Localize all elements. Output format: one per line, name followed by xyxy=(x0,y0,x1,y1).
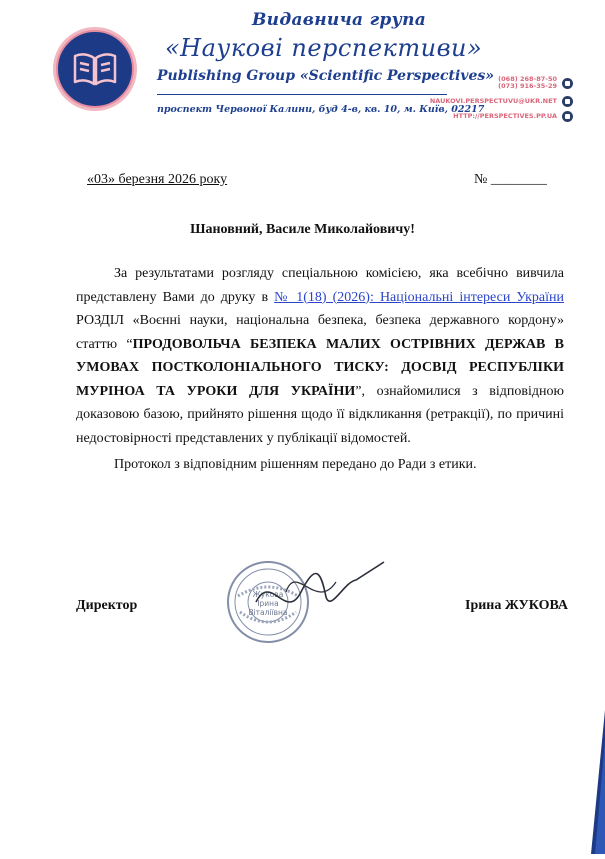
page-corner-decoration xyxy=(591,710,605,859)
svg-text:Віталіївна: Віталіївна xyxy=(248,608,288,617)
publisher-english: Publishing Group «Scientific Perspectives» xyxy=(157,68,495,84)
paragraph-2: Протокол з відповідним рішенням передано до Ради з етики. xyxy=(114,457,477,472)
issue-link[interactable]: № 1(18) (2026): Національні інтереси України xyxy=(274,289,564,305)
svg-text:Жукова: Жукова xyxy=(252,590,284,599)
letter-date: «03» березня 2026 року xyxy=(87,172,228,187)
salutation: Шановний, Василе Миколайовичу! xyxy=(190,222,415,237)
phone-2: (073) 916-35-29 xyxy=(498,82,557,90)
letterhead xyxy=(0,0,605,140)
signer-role: Директор xyxy=(76,598,138,613)
header-divider xyxy=(157,94,447,95)
contacts-block xyxy=(430,72,573,124)
svg-text:Ірина: Ірина xyxy=(257,599,279,608)
publisher-address: проспект Червоної Калини, буд 4-в, кв. 10, м. Київ, 02217 xyxy=(157,104,485,115)
article-title: ПРОДОВОЛЬЧА БЕЗПЕКА МАЛИХ ОСТРІВНИХ ДЕРЖАВ В УМОВАХ ПОСТКОЛОНІАЛЬНОГО ТИСКУ: ДОСВІД РЕСПУБЛІКИ МУРІНОА ТА УРОКИ ДЛЯ УКРАЇНИ xyxy=(76,336,565,399)
signer-name: Ірина ЖУКОВА xyxy=(465,598,569,613)
phone-1: (068) 268-87-50 xyxy=(498,75,557,83)
logo xyxy=(52,26,138,117)
web-icon xyxy=(562,111,573,122)
email-icon xyxy=(562,96,573,107)
stamp-seal xyxy=(226,552,396,657)
paragraph-1: За результатами розгляду спеціальною комісією, яка всебічно вивчила представлену Вами до друку в № 1(18) (2026): Національні інтереси України РОЗДІЛ «Воєнні науки, національна безпека, безпека державного кордону» статтю “ПРОДОВОЛЬЧА БЕЗПЕКА МАЛИХ ОСТРІВНИХ ДЕРЖАВ В УМОВАХ ПОСТКОЛОНІАЛЬНОГО ТИСКУ: ДОСВІД РЕСПУБЛІКИ МУРІНОА ТА УРОКИ ДЛЯ УКРАЇНИ”, ознайомилися з відповідною доказовою базою, прийнято рішення щодо її відкликання (ретракції), по причині недостовірності представлених у публікації відомостей. xyxy=(76,266,565,446)
publisher-line1: Видавнича група xyxy=(252,10,427,30)
website-link[interactable]: HTTP://PERSPECTIVES.PP.UA xyxy=(453,112,557,120)
publisher-name: «Наукові перспективи» xyxy=(165,34,483,62)
email-link[interactable]: NAUKOVI.PERSPECTUVU@UKR.NET xyxy=(429,97,557,105)
phone-icon xyxy=(562,78,573,89)
letter-number: № ________ xyxy=(474,172,547,187)
letter-body xyxy=(76,262,564,477)
